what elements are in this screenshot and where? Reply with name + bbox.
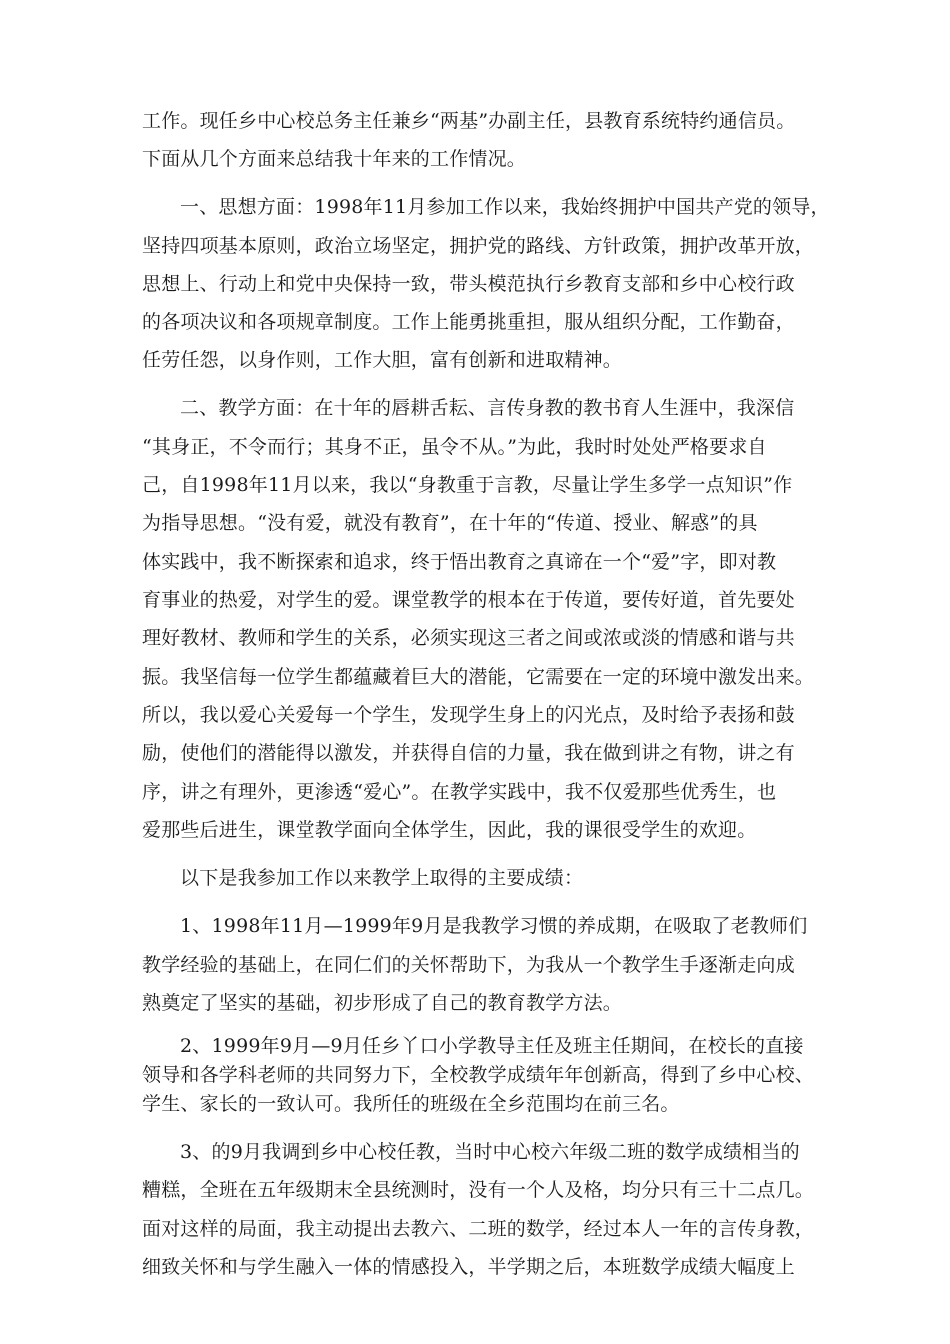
paragraph-start-line: 2、1999年9月—9月任乡丫口小学教导主任及班主任期间，在校长的直接 <box>180 1035 804 1057</box>
text-line: 振。我坚信每一位学生都蕴藏着巨大的潜能，它需要在一定的环境中激发出来。 <box>142 666 815 688</box>
paragraph-start-line: 以下是我参加工作以来教学上取得的主要成绩： <box>180 867 584 889</box>
text-line: 理好教材、教师和学生的关系，必须实现这三者之间或浓或淡的情感和谐与共 <box>142 627 795 649</box>
text-line: 序，讲之有理外，更渗透“爱心”。在教学实践中，我不仅爱那些优秀生，也 <box>142 781 777 803</box>
text-line: 面对这样的局面，我主动提出去教六、二班的数学，经过本人一年的言传身教， <box>142 1218 815 1240</box>
text-line: 育事业的热爱，对学生的爱。课堂教学的根本在于传道，要传好道，首先要处 <box>142 589 795 611</box>
text-line: 体实践中，我不断探索和追求，终于悟出教育之真谛在一个“爱”字，即对教 <box>142 551 777 573</box>
text-line: 励，使他们的潜能得以激发，并获得自信的力量，我在做到讲之有物，讲之有 <box>142 742 795 764</box>
text-line: 教学经验的基础上，在同仁们的关怀帮助下，为我从一个教学生手逐渐走向成 <box>142 954 795 976</box>
paragraph-start-line: 一、思想方面：1998年11月参加工作以来，我始终拥护中国共产党的领导， <box>180 196 830 218</box>
text-line: 糟糕，全班在五年级期末全县统测时，没有一个人及格，均分只有三十二点几。 <box>142 1179 815 1201</box>
paragraph-start-line: 二、教学方面：在十年的唇耕舌耘、言传身教的教书育人生涯中，我深信 <box>180 397 795 419</box>
text-line: 己，自1998年11月以来，我以“身教重于言教，尽量让学生多学一点知识”作 <box>142 474 793 496</box>
text-line: 学生、家长的一致认可。我所任的班级在全乡范围均在前三名。 <box>142 1093 680 1115</box>
paragraph-start-line: 1、1998年11月—1999年9月是我教学习惯的养成期，在吸取了老教师们 <box>180 915 808 937</box>
text-line: 熟奠定了坚实的基础，初步形成了自己的教育教学方法。 <box>142 992 623 1014</box>
text-line: 下面从几个方面来总结我十年来的工作情况。 <box>142 148 527 170</box>
text-line: 领导和各学科老师的共同努力下，全校教学成绩年年创新高，得到了乡中心校、 <box>142 1064 815 1086</box>
text-line: 的各项决议和各项规章制度。工作上能勇挑重担，服从组织分配，工作勤奋， <box>142 311 795 333</box>
text-line: 坚持四项基本原则，政治立场坚定，拥护党的路线、方针政策，拥护改革开放， <box>142 235 815 257</box>
text-line: 所以，我以爱心关爱每一个学生，发现学生身上的闪光点，及时给予表扬和鼓 <box>142 704 795 726</box>
text-line: 为指导思想。“没有爱，就没有教育”，在十年的“传道、授业、解惑”的具 <box>142 512 758 534</box>
text-line: 任劳任怨，以身作则，工作大胆，富有创新和进取精神。 <box>142 349 623 371</box>
text-line: 细致关怀和与学生融入一体的情感投入，半学期之后，本班数学成绩大幅度上 <box>142 1256 795 1278</box>
text-line: 工作。现任乡中心校总务主任兼乡“两基”办副主任，县教育系统特约通信员。 <box>142 110 796 132</box>
paragraph-start-line: 3、的9月我调到乡中心校任教，当时中心校六年级二班的数学成绩相当的 <box>180 1141 800 1163</box>
text-line: 爱那些后进生，课堂教学面向全体学生，因此，我的课很受学生的欢迎。 <box>142 819 757 841</box>
text-line: 思想上、行动上和党中央保持一致，带头模范执行乡教育支部和乡中心校行政 <box>142 273 795 295</box>
text-line: “其身正，不令而行；其身不正，虽令不从。”为此，我时时处处严格要求自 <box>142 436 767 458</box>
